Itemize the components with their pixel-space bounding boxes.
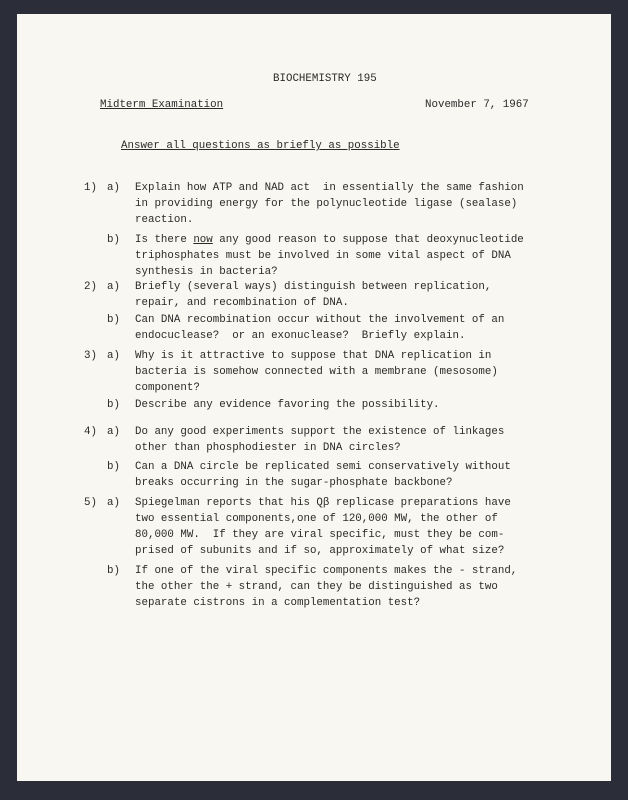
question-part-letter: a): [107, 281, 120, 293]
question-number: 4): [84, 426, 97, 438]
question-part-letter: b): [107, 565, 120, 577]
question-text-line: in providing energy for the polynucleotide ligase (sealase): [135, 198, 518, 210]
question-text-line: Explain how ATP and NAD act in essentially the same fashion: [135, 182, 524, 194]
question-text-line: Briefly (several ways) distinguish between replication,: [135, 281, 492, 293]
question-text-line: Can a DNA circle be replicated semi conservatively without: [135, 461, 511, 473]
question-text-line: Why is it attractive to suppose that DNA replication in: [135, 350, 492, 362]
question-text-line: repair, and recombination of DNA.: [135, 297, 349, 309]
question-number: 1): [84, 182, 97, 194]
question-text-line: Can DNA recombination occur without the involvement of an: [135, 314, 505, 326]
question-part-letter: b): [107, 234, 120, 246]
instructions: Answer all questions as briefly as possible: [121, 140, 400, 152]
question-text-line: reaction.: [135, 214, 194, 226]
question-text-line: bacteria is somehow connected with a membrane (mesosome): [135, 366, 498, 378]
question-text-line: Is there now any good reason to suppose that deoxynucleotide: [135, 234, 524, 246]
question-text-line: other than phosphodiester in DNA circles?: [135, 442, 401, 454]
question-text-line: component?: [135, 382, 200, 394]
emphasis-now: now: [193, 234, 213, 246]
exam-title: Midterm Examination: [100, 99, 224, 111]
question-text-line: Describe any evidence favoring the possibility.: [135, 399, 440, 411]
question-text-line: 80,000 MW. If they are viral specific, must they be com-: [135, 529, 505, 541]
question-part-letter: b): [107, 399, 120, 411]
question-text-line: Do any good experiments support the existence of linkages: [135, 426, 505, 438]
question-text-line: breaks occurring in the sugar-phosphate backbone?: [135, 477, 453, 489]
question-part-letter: a): [107, 426, 120, 438]
question-number: 3): [84, 350, 97, 362]
question-text-line: triphosphates must be involved in some vital aspect of DNA: [135, 250, 511, 262]
question-text-line: If one of the viral specific components makes the - strand,: [135, 565, 518, 577]
question-text-line: the other the + strand, can they be distinguished as two: [135, 581, 498, 593]
question-text-line: synthesis in bacteria?: [135, 266, 278, 278]
question-part-letter: a): [107, 350, 120, 362]
question-number: 2): [84, 281, 97, 293]
course-title: BIOCHEMISTRY 195: [273, 73, 377, 85]
question-part-letter: b): [107, 314, 120, 326]
question-text-line: Spiegelman reports that his Qβ replicase preparations have: [135, 497, 511, 509]
question-part-letter: a): [107, 497, 120, 509]
question-part-letter: a): [107, 182, 120, 194]
question-part-letter: b): [107, 461, 120, 473]
question-text-line: prised of subunits and if so, approximately of what size?: [135, 545, 505, 557]
exam-date: November 7, 1967: [425, 99, 529, 111]
question-text-line: two essential components,one of 120,000 MW, the other of: [135, 513, 498, 525]
question-text-line: separate cistrons in a complementation test?: [135, 597, 421, 609]
question-text-line: endocuclease? or an exonuclease? Briefly explain.: [135, 330, 466, 342]
question-number: 5): [84, 497, 97, 509]
